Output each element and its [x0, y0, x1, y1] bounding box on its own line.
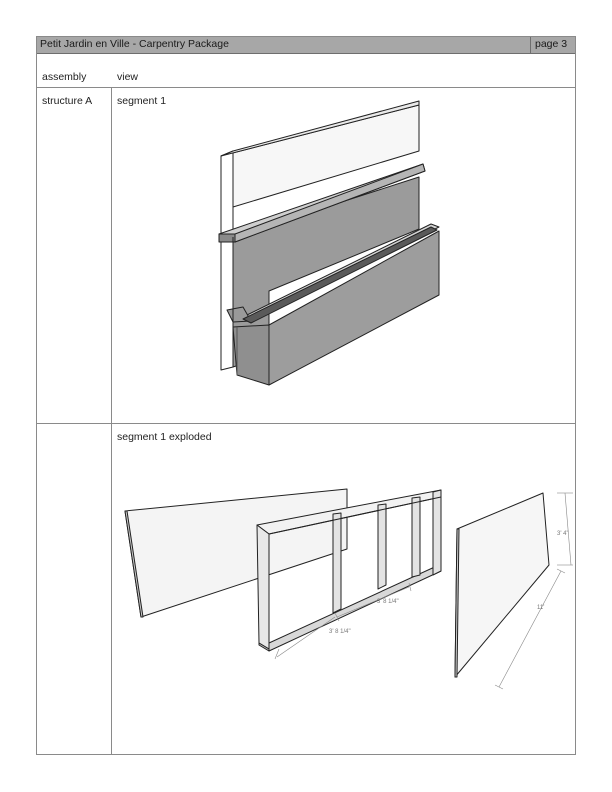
dimension-label-span-a: 3' 8 1/4": [329, 629, 351, 635]
document-title: Petit Jardin en Ville - Carpentry Package: [40, 38, 229, 50]
column-header-view: view: [117, 71, 139, 83]
page-number: page 3: [530, 37, 575, 53]
row-1-view-label: segment 1: [117, 95, 167, 107]
row-1-assembly: structure A: [42, 95, 93, 107]
column-header-assembly: assembly: [42, 71, 87, 83]
segment-exploded-drawing: [37, 37, 577, 756]
carpentry-sheet: [36, 36, 576, 755]
dimension-label-panel-height: 3' 4": [557, 531, 569, 537]
dimension-label-panel-length: 11': [537, 605, 545, 611]
row-2-view-label: segment 1 exploded: [117, 431, 212, 443]
dimension-label-span-b: 3' 8 1/4": [377, 599, 399, 605]
